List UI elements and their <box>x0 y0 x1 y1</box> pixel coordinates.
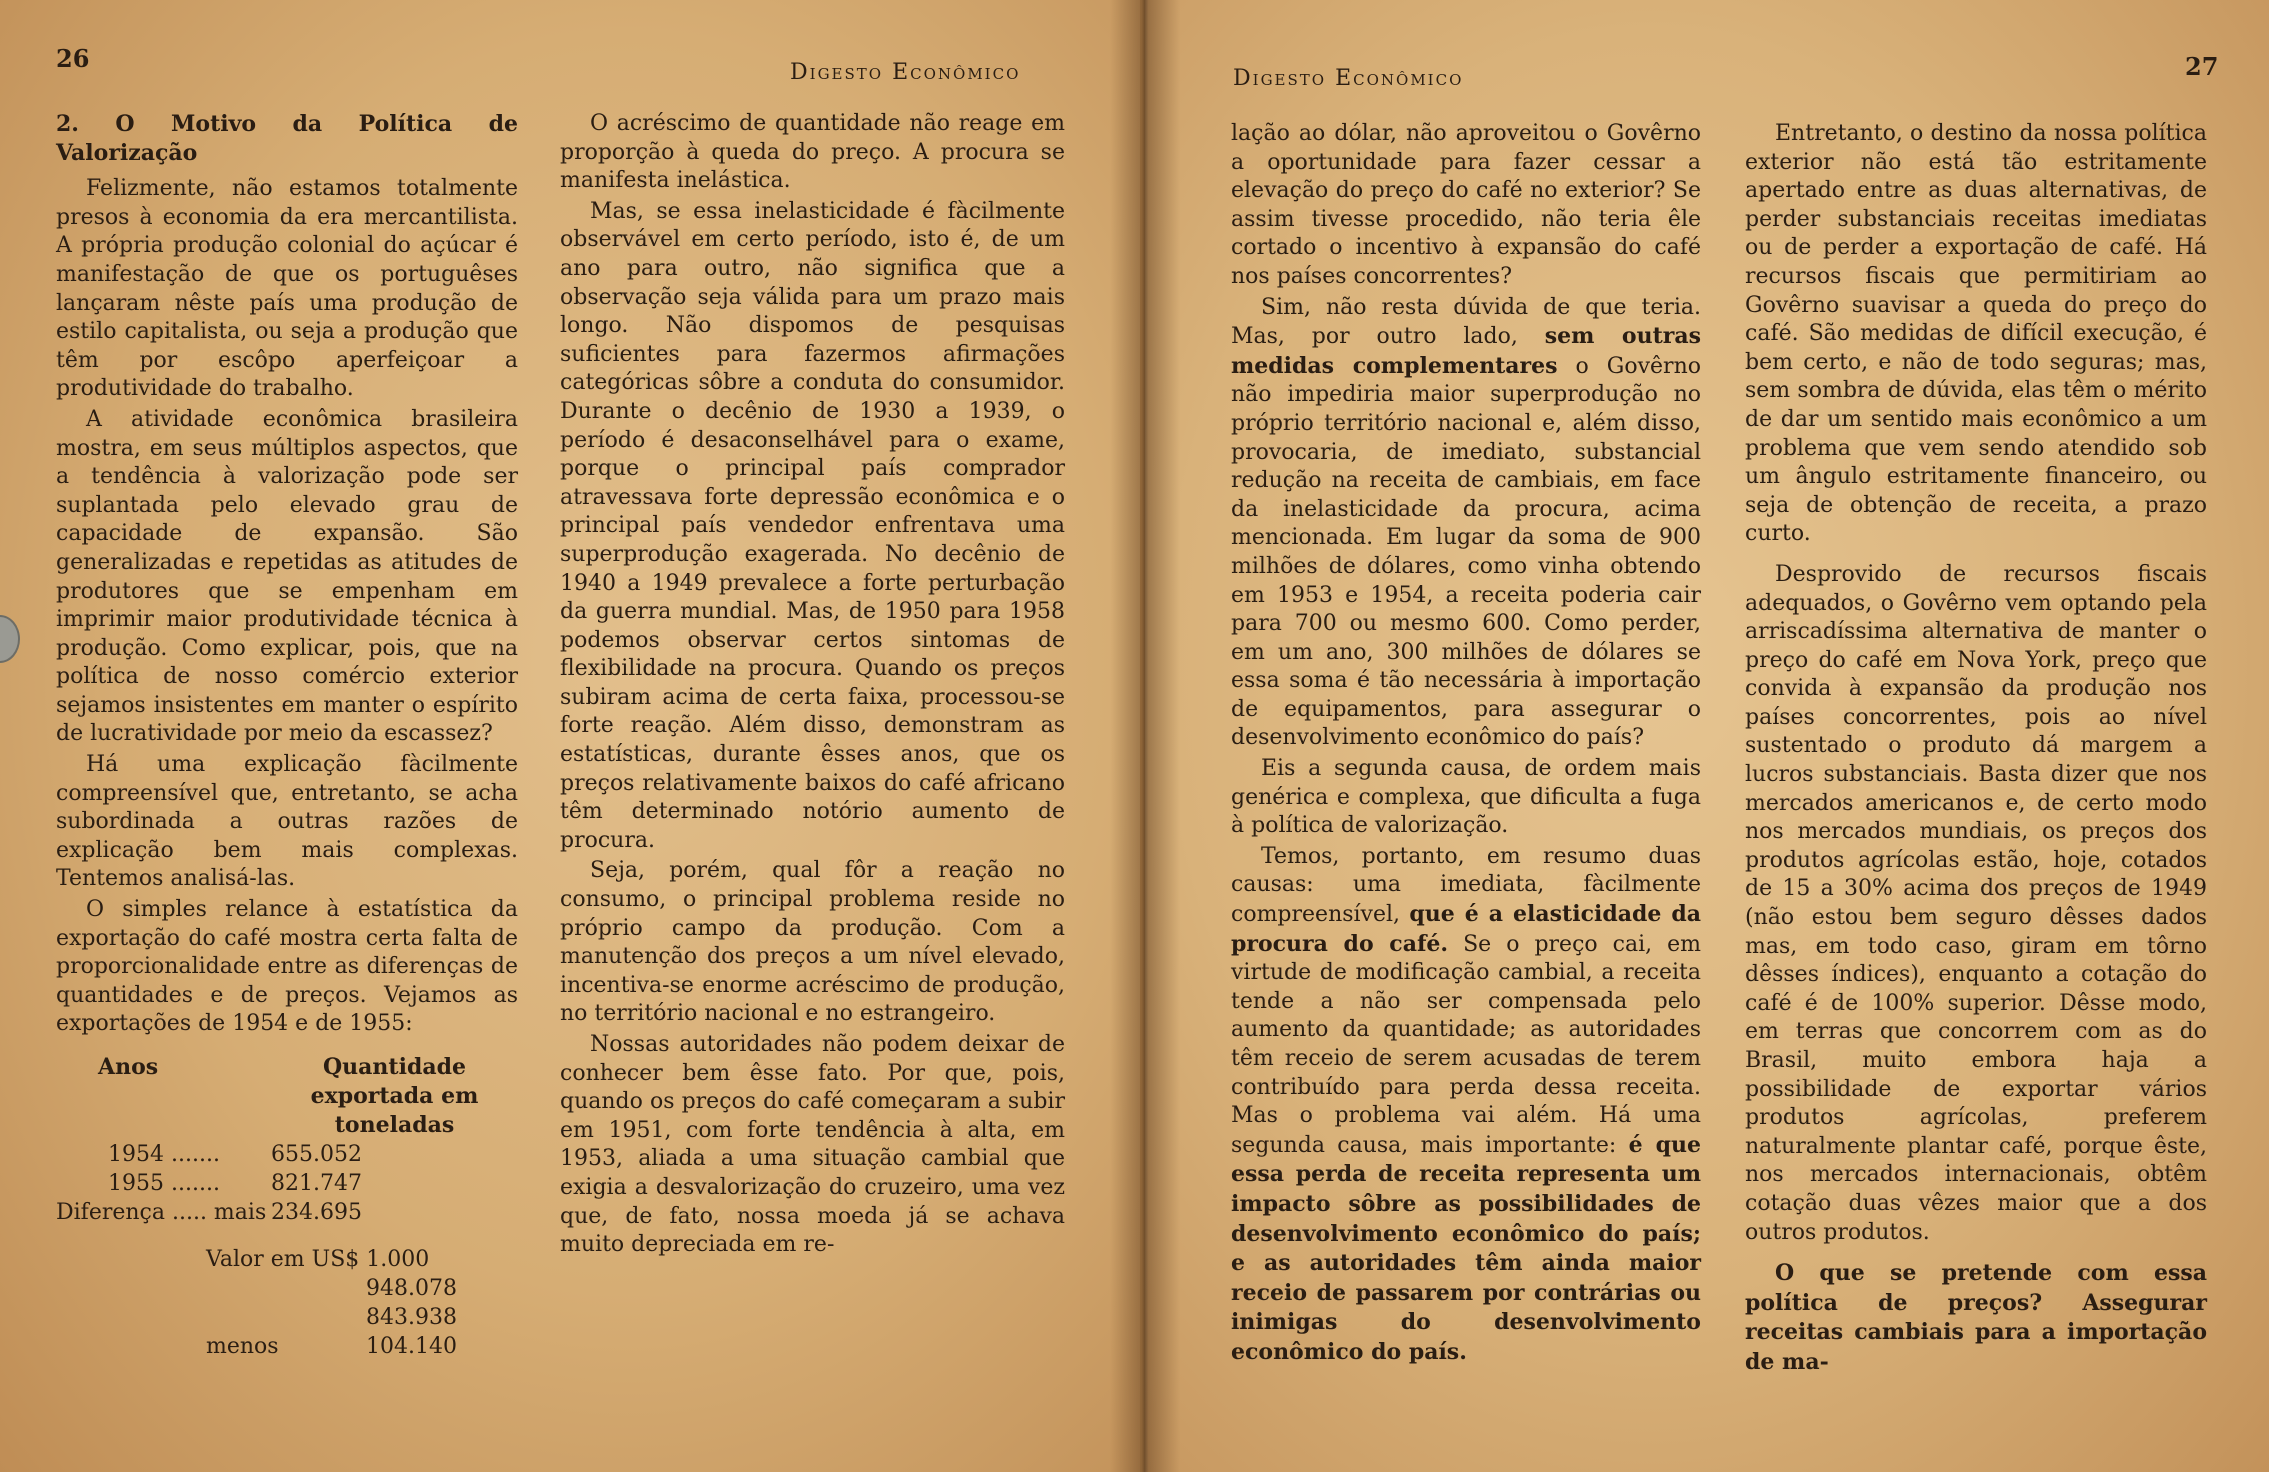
row-label: Diferença ..... mais <box>56 1200 267 1225</box>
right-page <box>1145 0 2269 1472</box>
bold-run: sem outras medidas complementares <box>1231 323 1701 379</box>
row-value: 655.052 <box>271 1142 362 1167</box>
running-header-right: Digesto Econômico <box>1233 66 1464 91</box>
valor-value: 843.938 <box>366 1305 457 1330</box>
table-header-anos: Anos <box>98 1054 159 1080</box>
running-header-left: Digesto Econômico <box>790 60 1021 85</box>
page-number-left: 26 <box>56 44 90 73</box>
right-column-2 <box>1745 120 2207 1378</box>
valor-header: Valor em US$ 1.000 <box>206 1247 430 1272</box>
row-value: 234.695 <box>271 1200 362 1225</box>
table-row <box>56 1140 518 1169</box>
paragraph <box>1231 294 1701 754</box>
paragraph: Mas, se essa inelasticidade é fàcilmente observável em certo período, isto é, de um ano para outro, não significa que a observação seja válida para um prazo mais longo. Não dispomos de pesquisas suficientes para fazermos afirmações categóricas sôbre a conduta do consumidor. Durante o decênio de 1930 a 1939, o período é desaconselhável para o exame, porque o principal país comprador atravessava forte depressão econômica e o principal país vendedor enfrentava uma superprodução exagerada. No decênio de 1940 a 1949 prevalece a forte perturbação da guerra mundial. Mas, de 1950 para 1958 podemos observar certos sintomas de flexibilidade na procura. Quando os preços subiram acima de certa faixa, processou-se forte reação. Além disso, demonstram as estatísticas, durante êsses anos, que os preços relativamente baixos do café africano têm determinado notório aumento de procura. <box>560 198 1065 853</box>
row-label: 1955 ....... <box>108 1171 220 1196</box>
paragraph: Felizmente, não estamos totalmente presos à economia da era mercantilista. A própria produção colonial do açúcar é manifestação de que os portuguêses lançaram nêste país uma produção de estilo capitalista, ou seja a produção que têm por escôpo aperfeiçoar a produtividade do trabalho. <box>56 176 518 402</box>
left-column-1 <box>56 110 518 1361</box>
left-column-2 <box>560 110 1065 1260</box>
paragraph: Seja, porém, qual fôr a reação no consumo, o principal problema reside no próprio campo da produção. Com a manutenção dos preços a um nível elevado, incentiva-se enorme acréscimo de produção, no território nacional e no estrangeiro. <box>560 858 1065 1027</box>
valor-diff-label: menos <box>206 1334 279 1359</box>
table-row <box>56 1198 518 1227</box>
paragraph: A atividade econômica brasileira mostra, em seus múltiplos aspectos, que a tendência à valorização pode ser suplantada pelo elevado grau de capacidade de expansão. São generalizadas e repetidas as atitudes de produtores que se empenham em imprimir maior produtividade técnica à produção. Como explicar, pois, que na política de nosso comércio exterior sejamos insistentes em manter o espírito de lucratividade por meio da escassez? <box>56 406 518 747</box>
table-header-quantidade: Quantidade exportada em toneladas <box>310 1054 479 1138</box>
paragraph: O simples relance à estatística da exportação do café mostra certa falta de proporcionalidade entre as diferenças de quantidades e de preços. Vejamos as exportações de 1954 e de 1955: <box>56 897 518 1037</box>
paragraph: lação ao dólar, não aproveitou o Govêrno a oportunidade para fazer cessar a elevação do preço do café no exterior? Se assim tivesse procedido, não teria êle cortado o incentivo à expansão do café nos países concorrentes? <box>1231 121 1701 289</box>
text-run: o Govêrno não impediria maior superprodução no próprio território nacional e, além disso, provocaria, de imediato, substancial redução na receita de cambiais, em face da inelasticidade da procura, acima mencionada. Em lugar da soma de 900 milhões de dólares, como vinha obtendo em 1953 e 1954, a receita poderia cair para 700 ou mesmo 600. Como perder, em um ano, 300 milhões de dólares se essa soma é tão necessária à importação de equipamentos, para assegurar o desenvolvimento econômico do país? <box>1231 353 1701 751</box>
text-run: Se o preço cai, em virtude de modificação cambial, a receita tende a não ser compensada pelo aumento da quantidade; as autoridades têm receio de serem acusadas de terem contribuído para perda dessa receita. Mas o problema vai além. Há uma segunda causa, mais importante: <box>1231 931 1702 1158</box>
paragraph: Nossas autoridades não podem deixar de conhecer bem êsse fato. Por que, pois, quando os preços do café começaram a subir em 1951, com forte tendência à alta, em 1953, aliada a uma situação cambial que exigia a desvalorização do cruzeiro, uma vez que, de fato, nossa moeda já se achava muito depreciada em re- <box>560 1032 1065 1258</box>
paragraph <box>1231 843 1701 1368</box>
valor-diff-row <box>56 1332 518 1361</box>
right-column-1 <box>1231 120 1701 1368</box>
text-run: Temos, portanto, em resumo duas causas: uma imediata, fàcilmente compreensível, <box>1231 843 1701 928</box>
row-label: 1954 ....... <box>108 1142 220 1167</box>
table-row <box>56 1169 518 1198</box>
bold-run: O que se pretende com essa política de preços? Assegurar receitas cambiais para a importação de ma- <box>1745 1260 2207 1375</box>
paragraph: Desprovido de recursos fiscais adequados, o Govêrno vem optando pela arriscadíssima alternativa de manter o preço do café em Nova York, preço que convida à expansão da produção nos países concorrentes, pois ao nível sustentado o produto dá margem a lucros substanciais. Basta dizer que nos mercados americanos e, de certo modo nos mercados mundiais, os preços dos produtos agrícolas estão, hoje, cotados de 15 a 30% acima dos preços de 1949 (não estou bem seguro dêsses dados mas, em todo caso, giram em tôrno dêsses índices), enquanto a cotação do café é de 100% superior. Dêsse modo, em terras que concorrem com as do Brasil, muito embora haja a possibilidade de exportar vários produtos agrícolas, preferem naturalmente plantar café, porque êste, nos mercados internacionais, obtêm cotação duas vêzes maior que a dos outros produtos. <box>1745 561 2207 1245</box>
bold-run: é que essa perda de receita representa um impacto sôbre as possibilidades de desenvolvimento econômico do país; e as autoridades têm ainda maior receio de passarem por contrárias ou inimigas do desenvolvimento econômico do país. <box>1231 1131 1701 1365</box>
paragraph <box>1745 1259 2207 1377</box>
valor-value: 948.078 <box>366 1276 457 1301</box>
paragraph: Há uma explicação fàcilmente compreensível que, entretanto, se acha subordinada a outras razões de explicação bem mais complexas. Tentemos analisá-las. <box>56 752 518 892</box>
bold-run: que é a elasticidade da procura do café. <box>1231 901 1701 957</box>
paragraph: Eis a segunda causa, de ordem mais genérica e complexa, que dificulta a fuga à política de valorização. <box>1231 756 1701 839</box>
section-heading: 2. O Motivo da Política de Valorização <box>56 111 518 166</box>
export-table <box>56 1053 518 1361</box>
valor-diff-value: 104.140 <box>366 1334 457 1359</box>
paragraph: O acréscimo de quantidade não reage em proporção à queda do preço. A procura se manifesta inelástica. <box>560 111 1065 194</box>
table-header <box>56 1053 518 1140</box>
text-run: Sim, não resta dúvida de que teria. Mas, por outro lado, <box>1231 294 1701 350</box>
binder-hole-icon <box>0 615 20 663</box>
row-value: 821.747 <box>271 1171 362 1196</box>
page-number-right: 27 <box>2185 52 2219 81</box>
paragraph: Entretanto, o destino da nossa política exterior não está tão estritamente apertado entre as duas alternativas, de perder substanciais receitas imediatas ou de perder a exportação de café. Há recursos fiscais que permitiriam ao Govêrno suavisar a queda do preço do café. São medidas de difícil execução, é bem certo, e não de todo seguras; mas, sem sombra de dúvida, elas têm o mérito de dar um sentido mais econômico a um problema que vem sendo atendido sob um ângulo estritamente financeiro, ou seja de obtenção de receita, a prazo curto. <box>1745 121 2207 547</box>
